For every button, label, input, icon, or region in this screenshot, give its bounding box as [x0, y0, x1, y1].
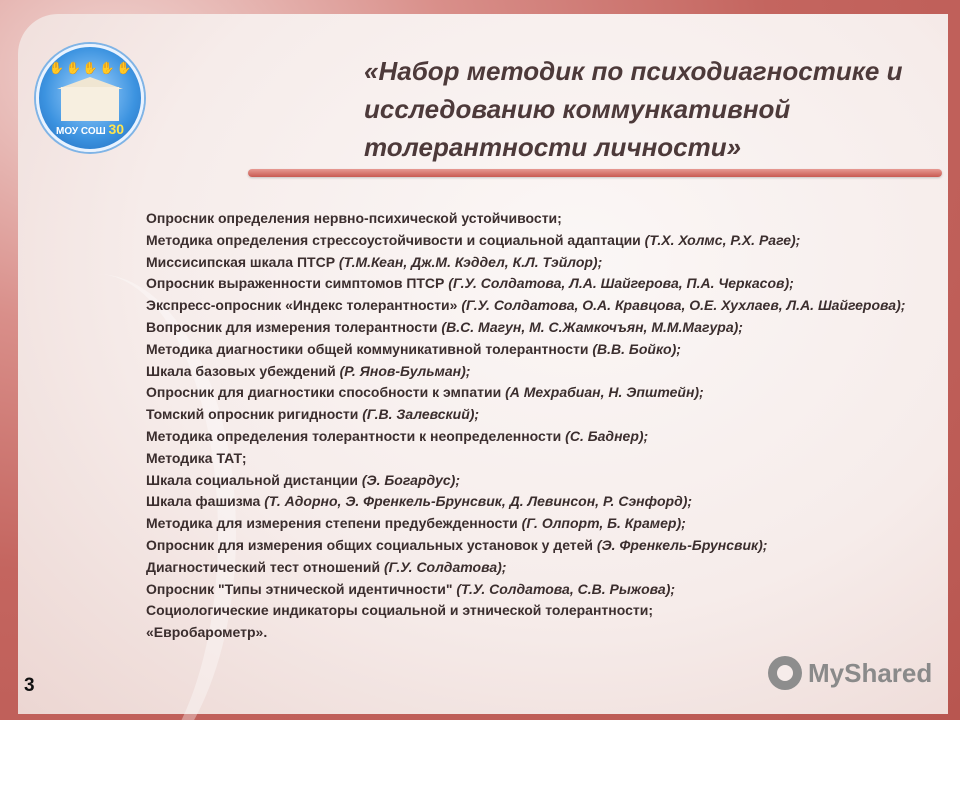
- method-authors: (Т.М.Кеан, Дж.М. Кэддел, К.Л. Тэйлор);: [335, 253, 603, 270]
- method-item: [146, 535, 936, 557]
- hands-icon: ✋✋✋✋✋: [49, 61, 134, 75]
- page-number: 3: [24, 675, 35, 696]
- method-name: Вопросник для измерения толерантности: [146, 318, 438, 335]
- method-item: [146, 339, 936, 361]
- method-item: [146, 295, 936, 317]
- slide-title: «Набор методик по психодиагностике и исследованию коммункативной толерантности личности»: [364, 56, 903, 162]
- method-authors: (Т.Х. Холмс, Р.Х. Раге);: [640, 231, 801, 248]
- method-authors: (В.В. Бойко);: [588, 340, 681, 357]
- method-item: [146, 230, 936, 252]
- methods-list: [146, 208, 936, 644]
- method-item: [146, 273, 936, 295]
- method-authors: (Г.У. Солдатова, Л.А. Шайгерова, П.А. Черкасов);: [444, 275, 794, 292]
- school-logo: [36, 44, 144, 152]
- method-authors: (В.С. Магун, М. С.Жамкочъян, М.М.Магура);: [437, 318, 743, 335]
- brand-watermark: [768, 656, 932, 690]
- method-name: Опросник для диагностики способности к эмпатии: [146, 384, 502, 401]
- method-item: [146, 361, 936, 383]
- method-name: Миссисипская шкала ПТСР: [146, 253, 336, 270]
- method-item: [146, 208, 936, 230]
- method-name: Методика диагностики общей коммуникативной толерантности: [146, 340, 589, 357]
- method-name: Шкала социальной дистанции: [146, 471, 358, 488]
- method-name: Методика определения стрессоустойчивости и социальной адаптации: [146, 231, 641, 248]
- method-item: [146, 513, 936, 535]
- method-name: Экспресс-опросник «Индекс толерантности»: [146, 297, 458, 314]
- method-name: Диагностический тест отношений: [146, 558, 381, 575]
- method-authors: (Т.У. Солдатова, С.В. Рыжова);: [452, 580, 676, 597]
- method-item: [146, 491, 936, 513]
- method-item: [146, 600, 936, 622]
- brand-text: MyShared: [808, 657, 933, 688]
- method-name: Методика для измерения степени предубежденности: [146, 515, 518, 532]
- method-authors: (Г.У. Солдатова);: [380, 558, 507, 575]
- method-authors: (Р. Янов-Бульман);: [335, 362, 471, 379]
- method-item: [146, 470, 936, 492]
- method-name: Методика определения толерантности к неопределенности: [146, 427, 562, 444]
- logo-number: 30: [108, 121, 125, 137]
- method-name: Опросник для измерения общих социальных установок у детей: [146, 536, 594, 553]
- title-underline: [248, 169, 942, 177]
- method-name: Социологические индикаторы социальной и этнической толерантности;: [146, 602, 653, 619]
- method-item: [146, 426, 936, 448]
- method-name: «Евробарометр».: [146, 624, 268, 641]
- method-item: [146, 579, 936, 601]
- method-name: Шкала фашизма: [146, 493, 261, 510]
- method-name: Опросник определения нервно-психической устойчивости;: [146, 210, 562, 226]
- method-authors: (Т. Адорно, Э. Френкель-Брунсвик, Д. Левинсон, Р. Сэнфорд);: [260, 493, 693, 510]
- method-authors: (Г.В. Залевский);: [358, 406, 480, 423]
- method-item: [146, 448, 936, 470]
- brand-logo-icon: [768, 656, 802, 690]
- method-authors: (А Мехрабиан, Н. Эпштейн);: [501, 384, 704, 401]
- method-authors: (С. Баднер);: [561, 427, 649, 444]
- method-name: Методика ТАТ;: [146, 449, 247, 466]
- method-authors: (Э. Френкель-Брунсвик);: [593, 536, 768, 553]
- method-authors: (Г.У. Солдатова, О.А. Кравцова, О.Е. Хухлаев, Л.А. Шайгерова);: [457, 297, 906, 314]
- method-name: Шкала базовых убеждений: [146, 362, 336, 379]
- method-name: Опросник "Типы этнической идентичности": [146, 580, 453, 597]
- method-item: [146, 317, 936, 339]
- logo-text: МОУ СОШ: [55, 126, 106, 137]
- method-item: [146, 382, 936, 404]
- method-authors: (Э. Богардус);: [357, 471, 461, 488]
- method-item: [146, 252, 936, 274]
- method-name: Опросник выраженности симптомов ПТСР: [146, 275, 445, 292]
- logo-caption: [39, 121, 141, 137]
- method-item: [146, 622, 936, 644]
- method-item: [146, 404, 936, 426]
- building-icon: [61, 87, 119, 121]
- method-authors: (Г. Олпорт, Б. Крамер);: [517, 515, 686, 532]
- method-item: [146, 557, 936, 579]
- method-name: Томский опросник ригидности: [146, 406, 359, 423]
